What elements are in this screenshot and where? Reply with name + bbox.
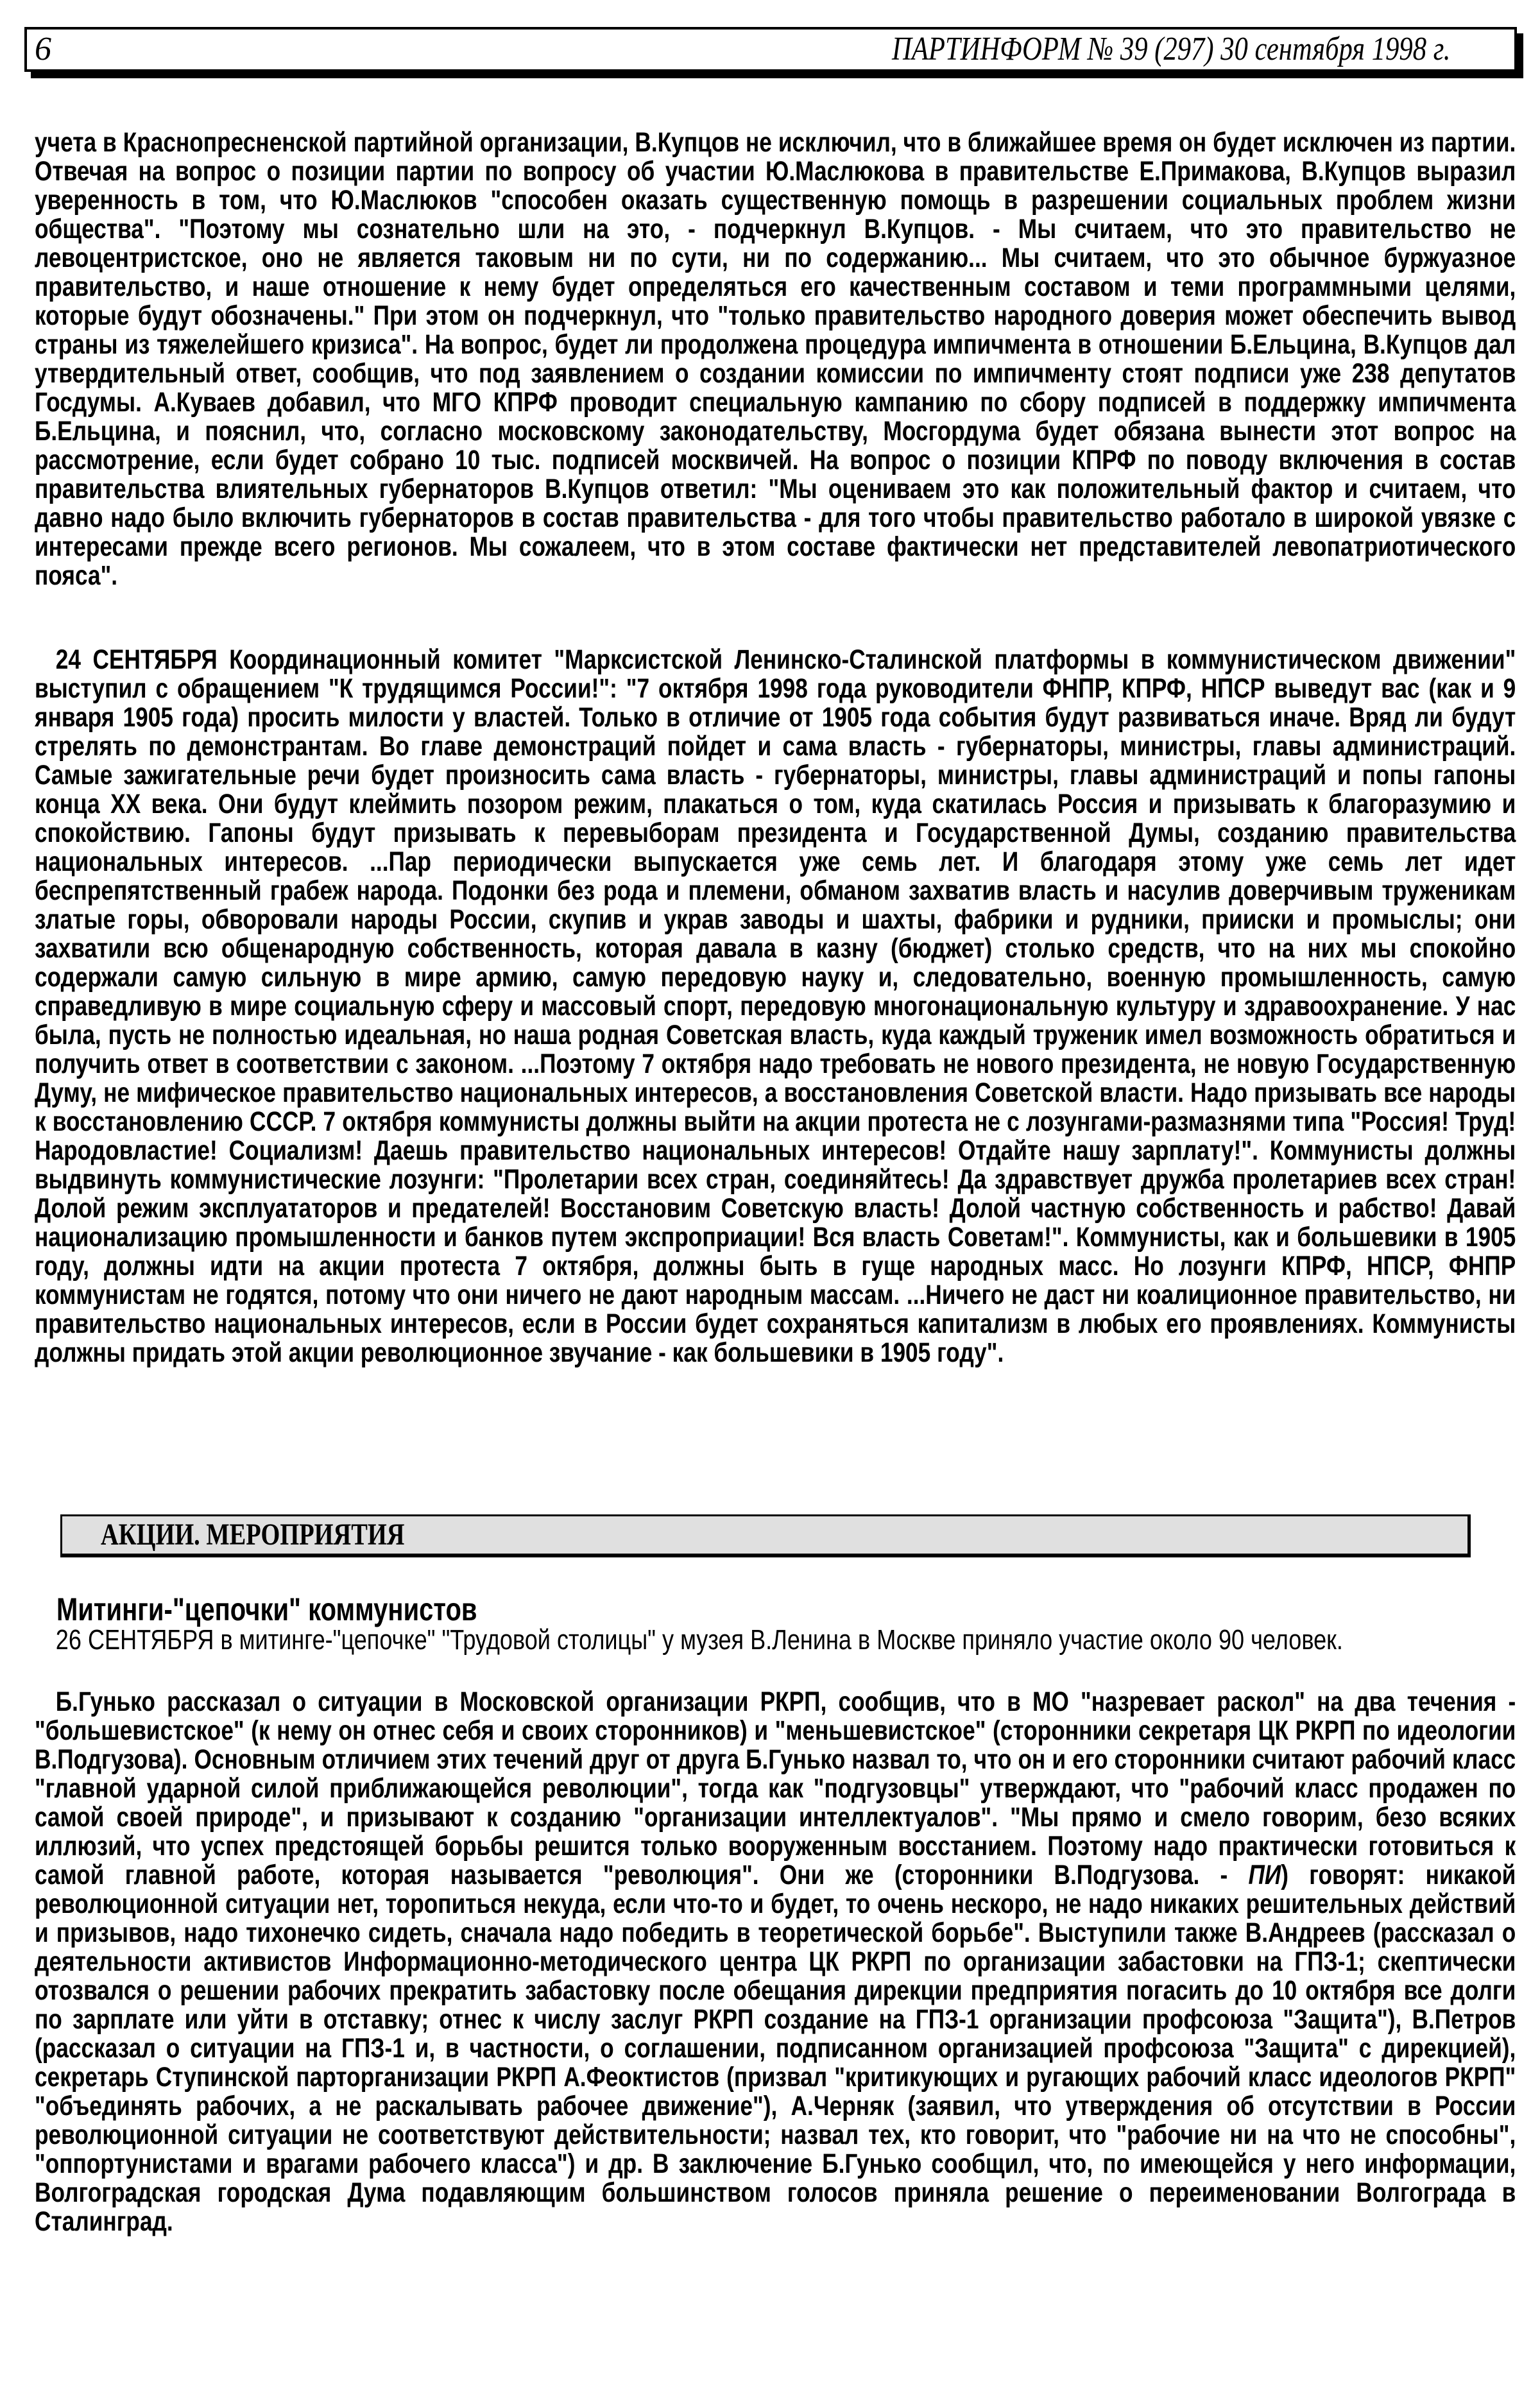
section-header [60, 1514, 1471, 1557]
paragraph-text: 24 СЕНТЯБРЯ Координационный комитет "Марксистской Ленинско-Сталинской платформы в коммунистическом движении" выступил с обращением "К трудящимся России!": "7 октября 1998 года руководители ФНПР, КПРФ, НПСР выведут вас (как и 9 января 1905 года) просить милости у властей. Только в отличие от 1905 года события будут развиваться иначе. Вряд ли будут стрелять по демонстрантам. Во главе демонстраций пойдет и сама власть - губернаторы, министры, главы администраций. Самые зажигательные речи будет произносить сама власть - губернаторы, министры, главы администраций и попы гапоны конца XX века. Они будут клеймить позором режим, плакаться о том, куда скатилась Россия и призывать к благоразумию и спокойствию. Гапоны будут призывать к перевыборам президента и Государственной Думы, созданию правительства национальных интересов. ...Пар периодически выпускается уже семь лет. И благодаря этому уже семь лет идет беспрепятственный грабеж народа. Подонки без рода и племени, обманом захватив власть и насулив доверчивым труженикам златые горы, обворовали народы России, скупив и украв заводы и шахты, фабрики и рудники, прииски и промыслы; они захватили всю общенародную собственность, которая давала в казну (бюджет) столько средств, что на них мы спокойно содержали самую сильную в мире армию, самую передовую науку и, следовательно, военную промышленность, самую справедливую в мире социальную сферу и массовый спорт, передовую многонациональную культуру и здравоохранение. У нас была, пусть не полностью идеальная, но наша родная Советская власть, куда каждый труженик имел возможность обратиться и получить ответ в соответствии с законом. ...Поэтому 7 октября надо требовать не нового президента, не новую Государственную Думу, не мифическое правительство национальных интересов, а восстановления Советской власти. Надо призывать все народы к восстановлению СССР. 7 октября коммунисты должны выйти на акции протеста не с лозунгами-размазнями типа "Россия! Труд! Народовластие! Социализм! Даешь правительство национальных интересов! Отдайте нашу зарплату!". Коммунисты должны выдвинуть коммунистические лозунги: "Пролетарии всех стран, соединяйтесь! Да здравствует дружба пролетариев всех стран! Долой режим эксплуататоров и предателей! Восстановим Советскую власть! Долой частную собственность и рабство! Давай национализацию промышленности и банков путем экспроприации! Вся власть Советам!". Коммунисты, как и большевики в 1905 году, должны идти на акции протеста 7 октября, должны быть в гуще народных масс. Но лозунги КПРФ, НПСР, ФНПР коммунистам не годятся, потому что они ничего не дают народным массам. ...Ничего не даст ни коалиционное правительство, ни правительство национальных интересов, если в России будет сохраняться капитализм в любых его проявлениях. Коммунисты должны придать этой акции революционное звучание - как большевики в 1905 году". [35, 644, 1516, 1368]
body-text-part2: ) говорят: никакой революционной ситуации нет, торопиться некуда, если что-то и будет, то очень нескоро, не надо никаких решительных действий и призывов, надо тихонечко сидеть, сначала надо победить в теоретической борьбе". Выступили также В.Андреев (рассказал о деятельности активистов Информационно-методического центра ЦК РКРП по организации забастовки на ГПЗ-1; скептически отозвался о решении рабочих прекратить забастовку после обещания дирекции предприятия погасить до 10 октября все долги по зарплате или уйти в отставку; отнес к числу заслуг РКРП создание на ГПЗ-1 организации профсоюза "Защита"), В.Петров (рассказал о ситуации на ГПЗ-1 и, в частности, о соглашении, подписанном организацией профсоюза "Защита" с дирекцией), секретарь Ступинской парторганизации РКРП А.Феоктистов (призвал "критикующих и ругающих рабочий класс идеологов РКРП" "объединять рабочих, а не раскалывать рабочее движение"), А.Черняк (заявил, что утверждения об отсутствии в России революционной ситуации не соответствуют действительности; назвал тех, кто говорит, что "рабочие ни на что не способны", "оппортунистами и врагами рабочего класса") и др. В заключение Б.Гунько сообщил, что, по имеющейся у него информации, Волгоградская городская Дума подавляющим большинством голосов приняла решение о переименовании Волгограда в Сталинград. [35, 1860, 1516, 2237]
article-body [35, 1688, 1516, 2236]
paragraph-september-24 [35, 646, 1516, 1367]
paragraph-kuptsov [35, 128, 1516, 590]
page-header [24, 27, 1517, 72]
article-intro-text: 26 СЕНТЯБРЯ в митинге-"цепочке" "Трудовой столицы" у музея В.Ленина в Москве приняло участие около 90 человек. [55, 1624, 1343, 1656]
body-text-part1: Б.Гунько рассказал о ситуации в Московской организации РКРП, сообщив, что в МО "назревает раскол" на два течения - "большевистское" (к нему он отнес себя и своих сторонников) и "меньшевистское" (сторонники секретаря ЦК РКРП по идеологии В.Подгузова). Основным отличием этих течений друг от друга Б.Гунько назвал то, что он и его сторонники считают рабочий класс "главной ударной силой приближающейся революции", тогда как "подгузовцы" утверждают, что "рабочий класс продажен по самой своей природе", и призывают к созданию "организации интеллектуалов". "Мы прямо и смело говорим, безо всяких иллюзий, что успех предстоящей борьбы решится только вооруженным восстанием. Поэтому надо практически готовиться к самой главной работе, которая называется "революция". Они же (сторонники В.Подгузова. - [35, 1686, 1516, 1890]
page-number: 6 [35, 31, 51, 67]
article-heading: Митинги-"цепочки" коммунистов [56, 1591, 477, 1627]
publication-title: ПАРТИНФОРМ № 39 (297) 30 сентября 1998 г. [891, 31, 1450, 67]
section-title: АКЦИИ. МЕРОПРИЯТИЯ [101, 1518, 405, 1552]
article-body-text [35, 1688, 1516, 2236]
body-text-abbrev: ПИ [1248, 1860, 1281, 1890]
article-intro [35, 1624, 1516, 1657]
paragraph-text: учета в Краснопресненской партийной организации, В.Купцов не исключил, что в ближайшее время он будет исключен из партии. Отвечая на вопрос о позиции партии по вопросу об участии Ю.Маслюкова в правительстве Е.Примакова, В.Купцов выразил уверенность в том, что Ю.Маслюков "способен оказать существенную помощь в разрешении социальных проблем жизни общества". "Поэтому мы сознательно шли на это, - подчеркнул В.Купцов. - Мы считаем, что это правительство не левоцентристское, оно не является таковым ни по сути, ни по содержанию... Мы считаем, что это обычное буржуазное правительство, и наше отношение к нему будет определяться его качественным составом и теми программными целями, которые будут обозначены." При этом он подчеркнул, что "только правительство народного доверия может обеспечить вывод страны из тяжелейшего кризиса". На вопрос, будет ли продолжена процедура импичмента в отношении Б.Ельцина, В.Купцов дал утвердительный ответ, сообщив, что под заявлением о создании комиссии по импичменту стоят подписи уже 238 депутатов Госдумы. А.Куваев добавил, что МГО КПРФ проводит специальную кампанию по сбору подписей в поддержку импичмента Б.Ельцина, и пояснил, что, согласно московскому законодательству, Мосгордума будет обязана вынести этот вопрос на рассмотрение, если будет собрано 10 тыс. подписей москвичей. На вопрос о позиции КПРФ по поводу включения в состав правительства влиятельных губернаторов В.Купцов ответил: "Мы оцениваем это как положительный фактор и считаем, что давно надо было включить губернаторов в состав правительства - для того чтобы правительство работало в широкой увязке с интересами прежде всего регионов. Мы сожалеем, что в этом составе фактически нет представителей левопатриотического пояса". [35, 127, 1516, 591]
